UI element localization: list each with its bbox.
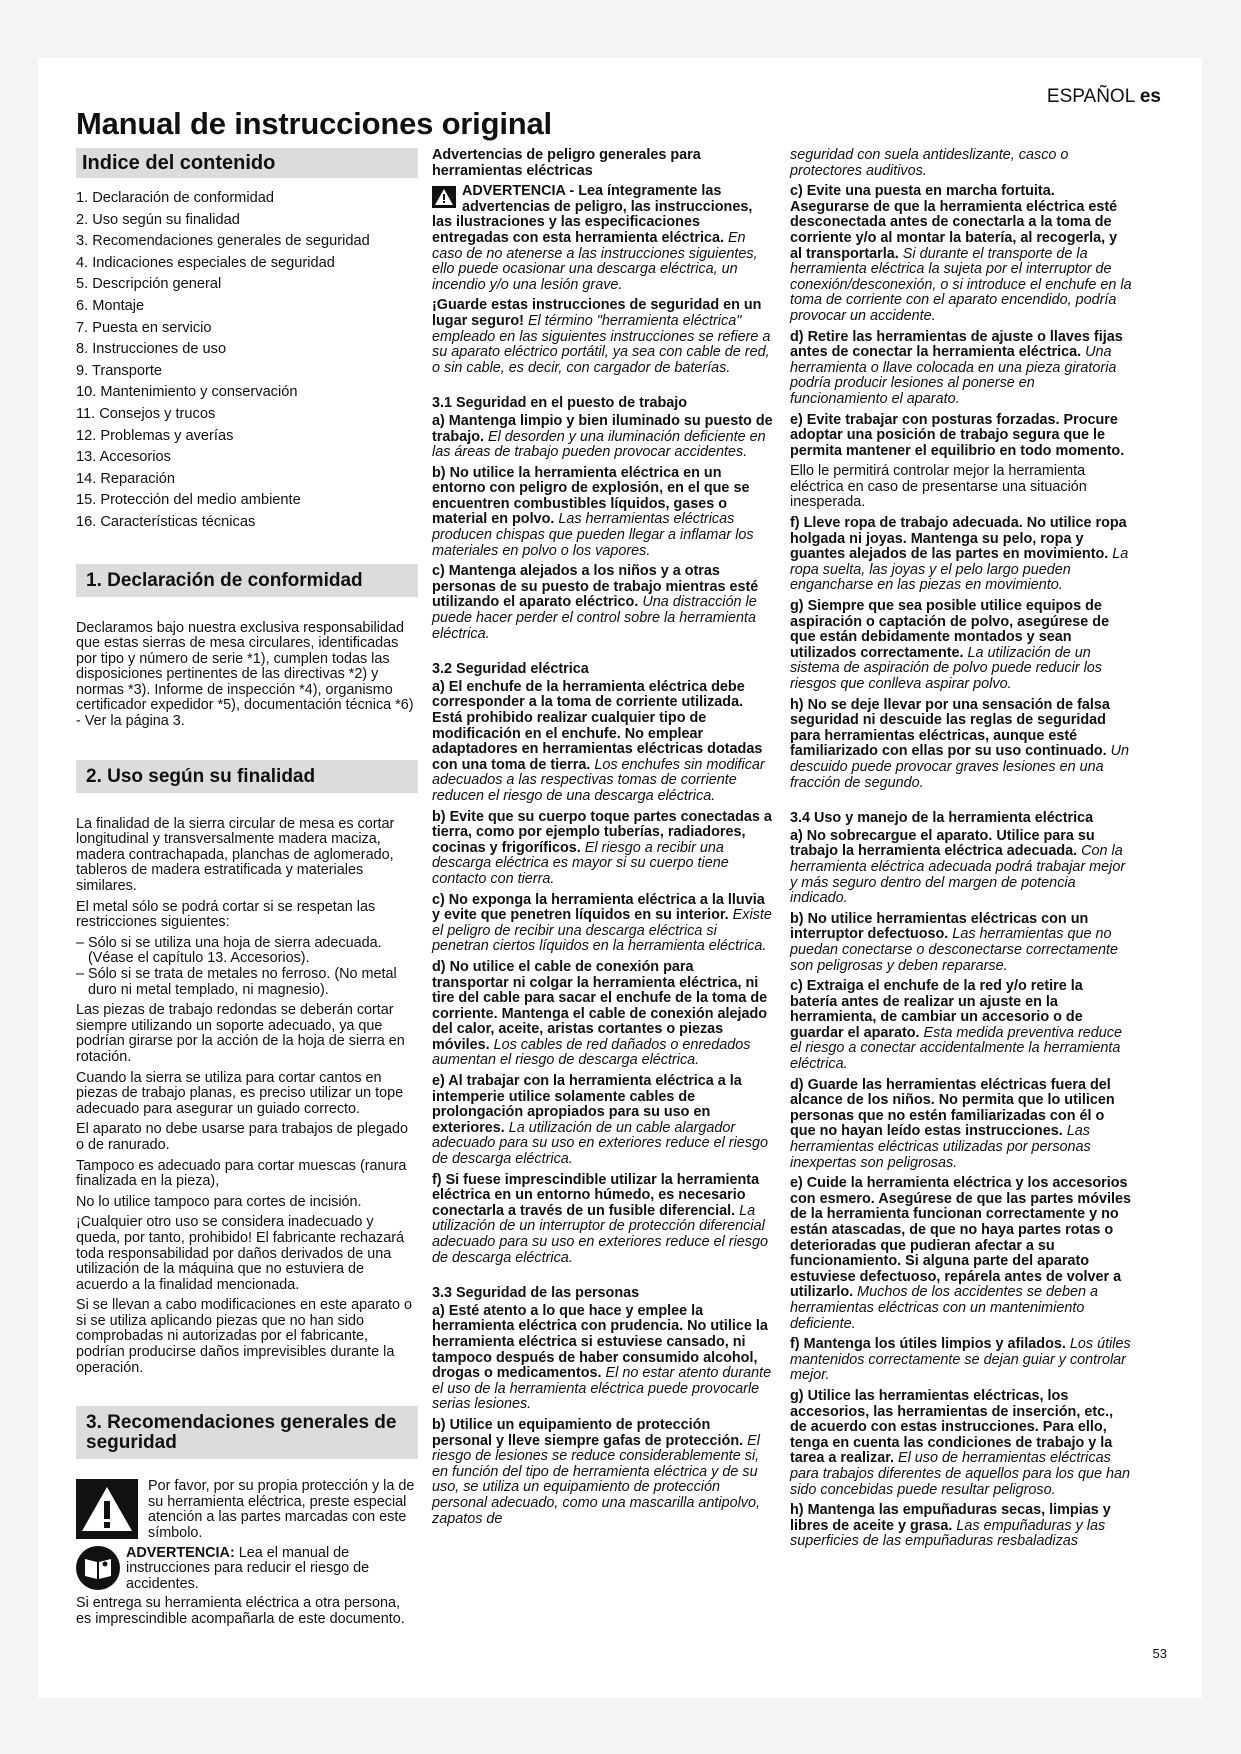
advertencia-block: ADVERTENCIA - Lea íntegramente las advertencias de peligro, las instrucciones, las ilustraciones y las especificaciones entregadas con esta herramienta eléctrica. En caso de no atenerse a las instrucciones siguientes, ello puede ocasionar una descarga eléctrica, un incendio y/o una lesión grave. xyxy=(432,183,758,293)
rule-3-1-a: a) Mantenga limpio y bien iluminado su puesto de trabajo. El desorden y una iluminación deficiente en las áreas de trabajo pueden provocar accidentes. xyxy=(432,412,773,461)
toc-item: 15. Protección del medio ambiente xyxy=(76,492,301,509)
rule-3-2-f: f) Si fuese imprescindible utilizar la herramienta eléctrica en un entorno húmedo, es necesario conectarla a través de un fusible diferencial. La utilización de un interruptor de protección diferencial adecuado para su uso en exteriores reduce el riesgo de descarga eléctrica. xyxy=(432,1171,768,1266)
toc-item: 5. Descripción general xyxy=(76,276,222,293)
rule-3-4-f: f) Mantenga los útiles limpios y afilados. Los útiles mantenidos correctamente se dejan guiar y controlar mejor. xyxy=(790,1336,1131,1384)
rule-3-4-g: g) Utilice las herramientas eléctricas, los accesorios, las herramientas de inserción, etc., de acuerdo con estas instrucciones. Para ello, tenga en cuenta las condiciones de trabajo y la tarea a realizar. El uso de herramientas eléctricas para trabajos diferentes de aquellos para los que han sido concebidas puede resultar peligroso. xyxy=(790,1387,1131,1498)
warning-notice-text: Por favor, por su propia protección y la de su herramienta eléctrica, preste especial atención a las partes marcadas con este símbolo. xyxy=(148,1478,415,1542)
section-2-p9: Si se llevan a cabo modificaciones en este aparato o si se utiliza aplicando piezas que no han sido comprobadas ni autorizadas por el fabricante, podrían producirse daños imprevisibles durante la operación. xyxy=(76,1297,412,1376)
hand-over-text: Si entrega su herramienta eléctrica a otra persona, es imprescindible acompañarla de este documento. xyxy=(76,1595,405,1627)
rule-3-4-a: a) No sobrecargue el aparato. Utilice para su trabajo la herramienta eléctrica adecuada. Con la herramienta eléctrica adecuada podrá trabajar mejor y más seguro dentro del margen de potencia indicado. xyxy=(790,827,1126,907)
column-2 xyxy=(432,148,774,1532)
rule-3-2-e: e) Al trabajar con la herramienta eléctrica a la intemperie utilice solamente cables de prolongación apropiados para su uso en exteriores. La utilización de un cable alargador adecuado para su uso en exteriores reduce el riesgo de descarga eléctrica. xyxy=(432,1073,768,1168)
rule-3-3-b: b) Utilice un equipamiento de protección personal y lleve siempre gafas de protección. El riesgo de lesiones se reduce considerablemente si, en función del tipo de herramienta eléctrica y de su uso, se utiliza un equipamiento de protección personal adecuado, como una mascarilla antipolvo, zapatos de xyxy=(432,1416,760,1527)
read-manual-icon xyxy=(76,1546,120,1590)
rule-3-3-d: d) Retire las herramientas de ajuste o llaves fijas antes de conectar la herramienta eléctrica. Una herramienta o llave colocada en una pieza giratoria podría producir lesiones al ponerse en funcionamiento el aparato. xyxy=(790,328,1123,407)
section-2-p3: Las piezas de trabajo redondas se deberán cortar siempre utilizando un soporte adecuado, ya que podrían girarse por la acción de la hoja de sierra en rotación. xyxy=(76,1002,405,1065)
toc-item: 16. Características técnicas xyxy=(76,513,256,530)
toc-item: 10. Mantenimiento y conservación xyxy=(76,384,298,401)
toc-list xyxy=(76,188,418,534)
rule-3-4-e: e) Cuide la herramienta eléctrica y los accesorios con esmero. Asegúrese de que las partes móviles de la herramienta funcionan correctamente y no están atascadas, de que no haya partes rotas o deterioradas que pudieran afectar a su funcionamiento. Si alguna parte del aparato estuviese defectuoso, repárela antes de volver a utilizarlo. Muchos de los accidentes se deben a herramientas eléctricas con un mantenimiento deficiente. xyxy=(790,1175,1131,1332)
toc-item: 3. Recomendaciones generales de seguridad xyxy=(76,233,370,250)
rule-3-3-h: h) No se deje llevar por una sensación de falsa seguridad ni descuide las reglas de seguridad para herramientas eléctricas, aunque esté familiarizado con ellas por su uso continuado. Un descuido puede provocar graves lesiones en una fracción de segundo. xyxy=(790,696,1130,791)
section-2-p1: La finalidad de la sierra circular de mesa es cortar longitudinal y transversalmente madera maciza, madera contrachapada, planchas de aglomerado, tableros de madera estratificada y materiales similares. xyxy=(76,815,395,895)
page-number: 53 xyxy=(1152,1646,1167,1661)
section-1-text: Declaramos bajo nuestra exclusiva responsabilidad que estas sierras de mesa circulares, identificadas por tipo y número de serie *1), cumplen todas las disposiciones pertinentes de las directivas *2) y normas *3). Informe de inspección *4), organismo certificador expedidor *5), documentación técnica *6) - Ver la página 3. xyxy=(76,619,414,730)
rule-3-4-c: c) Extraiga el enchufe de la red y/o retire la batería antes de realizar un ajuste en la herramienta, de cambiar un accesorio o de guardar el aparato. Esta medida preventiva reduce el riesgo a conectar accidentalmente la herramienta eléctrica. xyxy=(790,978,1122,1073)
warning-triangle-icon xyxy=(432,186,456,208)
warning-triangle-icon xyxy=(76,1479,138,1539)
column-1 xyxy=(76,148,418,1633)
continued-text: seguridad con suela antideslizante, casco o protectores auditivos. xyxy=(790,147,1069,179)
read-manual-notice xyxy=(76,1546,418,1593)
toc-item: 1. Declaración de conformidad xyxy=(76,190,274,206)
section-2-p2: El metal sólo se podrá cortar si se respetan las restricciones siguientes: xyxy=(76,898,376,931)
rule-3-3-e: e) Evite trabajar con posturas forzadas. Procure adoptar una posición de trabajo segura que le permita mantener el equilibrio en todo momento. xyxy=(790,411,1125,459)
rule-3-3-c: c) Evite una puesta en marcha fortuita. Asegurarse de que la herramienta eléctrica esté desconectada antes de conectarla a la toma de corriente y/o al montar la batería, al recogerla, y al transportarla. Si durante el transporte de la herramienta eléctrica la sujeta por el interruptor de conexión/desconexión, o si introduce el enchufe en la toma de corriente con el aparato encendido, podría provocar un accidente. xyxy=(790,183,1132,324)
section-1-heading: 1. Declaración de conformidad xyxy=(76,564,418,597)
toc-item: 13. Accesorios xyxy=(76,449,171,466)
language-label: ESPAÑOL es xyxy=(1046,86,1161,107)
general-warnings-title: Advertencias de peligro generales para herramientas eléctricas xyxy=(432,147,701,179)
toc-item: 14. Reparación xyxy=(76,470,175,487)
section-2-p6: Tampoco es adecuado para cortar muescas (ranura finalizada en la pieza), xyxy=(76,1157,407,1190)
read-manual-text: ADVERTENCIA: Lea el manual de instrucciones para reducir el riesgo de accidentes. xyxy=(126,1544,370,1592)
section-2-dash1: – Sólo si se utiliza una hoja de sierra adecuada. (Véase el capítulo 13. Accesorios). xyxy=(76,934,382,967)
rule-3-2-c: c) No exponga la herramienta eléctrica a la lluvia y evite que penetren líquidos en su interior. Existe el peligro de recibir una descarga eléctrica si penetran ciertos líquidos en la herramienta eléctrica. xyxy=(432,891,772,955)
rule-3-1-b: b) No utilice la herramienta eléctrica en un entorno con peligro de explosión, en el que se encuentren combustibles líquidos, gases o material en polvo. Las herramientas eléctricas producen chispas que pueden llegar a inflamar los materiales en polvo o los vapores. xyxy=(432,464,754,559)
rule-3-2-a: a) El enchufe de la herramienta eléctrica debe corresponder a la toma de corriente utilizada. Está prohibido realizar cualquier tipo de modificación en el enchufe. No emplear adaptadores en herramientas eléctricas dotadas con una toma de tierra. Los enchufes sin modificar adecuados a las respectivas tomas de corriente reducen el riesgo de una descarga eléctrica. xyxy=(432,678,765,804)
section-2-p5: El aparato no debe usarse para trabajos de plegado o de ranurado. xyxy=(76,1121,409,1153)
section-2-dash2: – Sólo si se trata de metales no ferroso. (No metal duro ni metal templado, ni magnesio). xyxy=(76,966,397,998)
toc-item: 9. Transporte xyxy=(76,362,162,379)
toc-item: 12. Problemas y averías xyxy=(76,427,234,444)
toc-item: 6. Montaje xyxy=(76,297,145,314)
rule-3-2-d: d) No utilice el cable de conexión para transportar ni colgar la herramienta eléctrica, ni tire del cable para sacar el enchufe de la toma de corriente. Mantenga el cable de conexión alejado del calor, aceite, aristas cortantes o piezas móviles. Los cables de red dañados o enredados aumentan el riesgo de descarga eléctrica. xyxy=(432,958,768,1069)
subheading-3-2: 3.2 Seguridad eléctrica xyxy=(432,661,589,678)
toc-item: 7. Puesta en servicio xyxy=(76,319,212,336)
rule-3-2-b: b) Evite que su cuerpo toque partes conectadas a tierra, como por ejemplo tuberías, radiadores, cocinas y frigoríficos. El riesgo a recibir una descarga eléctrica es mayor si su cuerpo tiene contacto con tierra. xyxy=(432,808,772,887)
section-2-p8: ¡Cualquier otro uso se considera inadecuado y queda, por tanto, prohibido! El fabricante rechazará toda responsabilidad por daños derivados de una utilización de la máquina que no estuviera de acuerdo a la finalidad mencionada. xyxy=(76,1214,404,1293)
keep-instructions: ¡Guarde estas instrucciones de seguridad en un lugar seguro! El término "herramienta eléctrica" empleado en las siguientes instrucciones se refiere a su aparato eléctrico portátil, ya sea con cable de red, o sin cable, es decir, con cargador de baterías. xyxy=(432,297,771,376)
section-3-heading: 3. Recomendaciones generales de seguridad xyxy=(76,1406,418,1459)
subheading-3-4: 3.4 Uso y manejo de la herramienta eléctrica xyxy=(790,810,1094,827)
toc-item: 2. Uso según su finalidad xyxy=(76,211,240,228)
section-2-heading: 2. Uso según su finalidad xyxy=(76,760,418,793)
rule-3-3-g: g) Siempre que sea posible utilice equipos de aspiración o captación de polvo, asegúrese de que están debidamente montados y sean utilizados correctamente. La utilización de un sistema de aspiración de polvo puede reducir los riesgos que conlleva aspirar polvo. xyxy=(790,598,1110,692)
warning-notice xyxy=(76,1479,418,1541)
rule-3-4-b: b) No utilice herramientas eléctricas con un interruptor defectuoso. Las herramientas que no puedan conectarse o desconectarse correctamente son peligrosas y deben repararse. xyxy=(790,910,1118,974)
page-title: Manual de instrucciones original xyxy=(76,106,552,141)
rule-3-1-c: c) Mantenga alejados a los niños y a otras personas de su puesto de trabajo mientras esté utilizando el aparato eléctrico. Una distracción le puede hacer perder el control sobre la herramienta eléctrica. xyxy=(432,563,759,642)
toc-heading: Indice del contenido xyxy=(76,148,418,178)
rule-3-4-d: d) Guarde las herramientas eléctricas fuera del alcance de los niños. No permita que lo utilicen personas que no estén familiarizadas con él o que no hayan leído estas instrucciones. Las herramientas eléctricas utilizadas por personas inexpertas son peligrosas. xyxy=(790,1076,1115,1171)
section-2-p7: No lo utilice tampoco para cortes de incisión. xyxy=(76,1193,362,1210)
toc-item: 8. Instrucciones de uso xyxy=(76,341,227,358)
toc-item: 11. Consejos y trucos xyxy=(76,405,216,422)
rule-3-3-f: f) Lleve ropa de trabajo adecuada. No utilice ropa holgada ni joyas. Mantenga su pelo, ropa y guantes alejados de las partes en movimiento. La ropa suelta, las joyas y el pelo largo pueden engancharse en las piezas en movimiento. xyxy=(790,515,1129,594)
subheading-3-1: 3.1 Seguridad en el puesto de trabajo xyxy=(432,395,688,412)
column-3 xyxy=(790,148,1132,1555)
rule-3-4-h: h) Mantenga las empuñaduras secas, limpias y libres de aceite y grasa. Las empuñaduras y las superficies de las empuñaduras resbaladizas xyxy=(790,1502,1111,1550)
section-2-p4: Cuando la sierra se utiliza para cortar cantos en piezas de trabajo planas, es preciso utilizar un tope adecuado para asegurar un guiado correcto. xyxy=(76,1069,404,1117)
rule-3-3-e-note: Ello le permitirá controlar mejor la herramienta eléctrica en caso de presentarse una situación inesperada. xyxy=(790,463,1087,511)
toc-item: 4. Indicaciones especiales de seguridad xyxy=(76,254,335,271)
subheading-3-3: 3.3 Seguridad de las personas xyxy=(432,1285,640,1302)
rule-3-3-a: a) Esté atento a lo que hace y emplee la herramienta eléctrica con prudencia. No utilice la herramienta eléctrica si estuviese cansado, ni tampoco después de haber consumido alcohol, drogas o medicamentos. El no estar atento durante el uso de la herramienta eléctrica puede provocarle serias lesiones. xyxy=(432,1302,772,1413)
